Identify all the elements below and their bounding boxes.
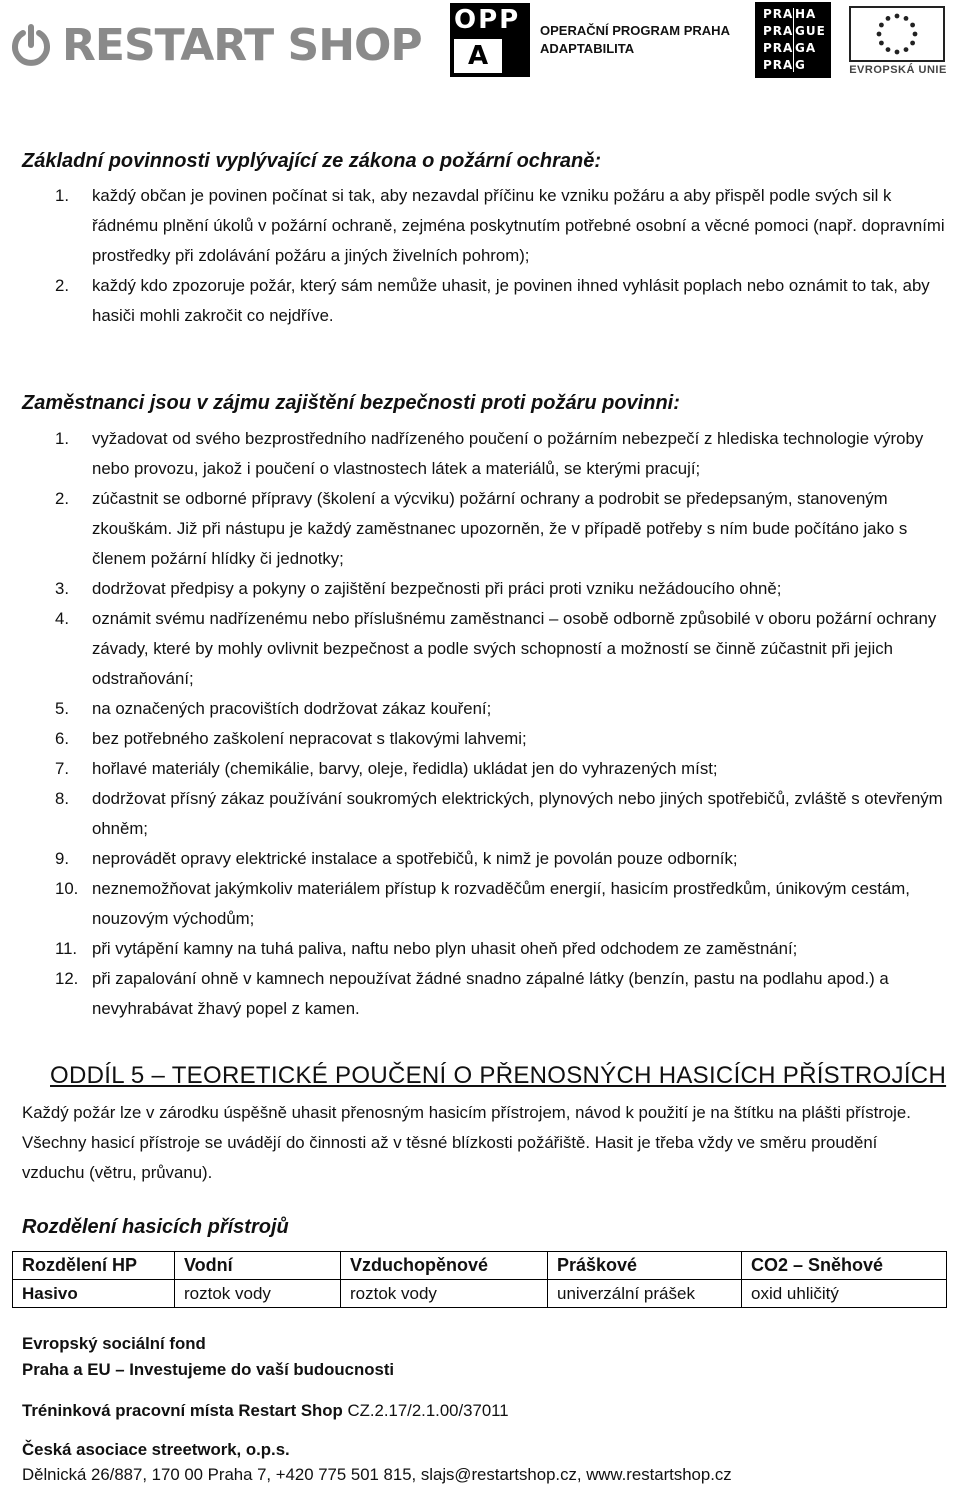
oppa-line1: OPERAČNÍ PROGRAM PRAHA [540, 23, 730, 38]
list-item-number: 1. [55, 429, 69, 448]
table-header-cell: Práškové [548, 1252, 742, 1280]
list-item-number: 6. [55, 729, 69, 748]
table-header-row [13, 1252, 947, 1280]
praha-cell: HA [795, 7, 817, 21]
praha-cell: G [795, 58, 806, 72]
list-item [0, 964, 950, 1024]
list-item-text: na označených pracovištích dodržovat zákaz kouření; [92, 699, 492, 718]
list-item-number: 7. [55, 759, 69, 778]
list-item-text: oznámit svému nadřízenému nebo příslušnému zaměstnanci – osobě odborně způsobilé v oboru požární ochrany závady, které by mohly ovlivnit bezpečnost a podle svých schopností a možností se činně zúčastnit při jejich odstraňování; [92, 609, 937, 688]
footer-line-invest: Praha a EU – Investujeme do vaší budoucnosti [22, 1360, 395, 1379]
footer-project-code: CZ.2.17/2.1.00/37011 [342, 1401, 509, 1420]
list-item-number: 8. [55, 789, 69, 808]
table-header-cell: Vzduchopěnové [341, 1252, 548, 1280]
table-cell: oxid uhličitý [742, 1280, 947, 1308]
list-item-number: 11. [55, 939, 78, 958]
praha-cell: PRA [763, 24, 794, 38]
list-item [0, 424, 950, 484]
list-item-number: 10. [55, 879, 79, 898]
list-item [0, 844, 950, 874]
list-item-text: při vytápění kamny na tuhá paliva, naftu nebo plyn uhasit oheň před odchodem ze zaměstnání; [92, 939, 798, 958]
table-header-cell: Rozdělení HP [13, 1252, 175, 1280]
list-item-text: vyžadovat od svého bezprostředního nadřízeného poučení o požárním nebezpečí z hlediska technologie výroby nebo provozu, jakož i poučení o vlastnostech látek a materiálů, se kterými pracují; [92, 429, 924, 478]
extinguisher-table [12, 1251, 947, 1308]
list-item-text: dodržovat přísný zákaz používání soukromých elektrických, plynových nebo jiných spotřebičů, zvláště s otevřeným ohněm; [92, 789, 943, 838]
eu-label: EVROPSKÁ UNIE [849, 64, 947, 76]
list-item [0, 874, 950, 934]
footer-line-contact: Dělnická 26/887, 170 00 Praha 7, +420 775 501 815, slajs@restartshop.cz, www.restartshop.cz [22, 1465, 732, 1484]
list-item-number: 2. [55, 276, 69, 295]
list-item-text: neprovádět opravy elektrické instalace a spotřebičů, k nimž je povolán pouze odborník; [92, 849, 738, 868]
list-item-text: neznemožňovat jakýmkoliv materiálem přístup k rozvaděčům energií, hasicím prostředkům, únikovým cestám, nouzovým východům; [92, 879, 910, 928]
section-title: ODDÍL 5 – TEORETICKÉ POUČENÍ O PŘENOSNÝCH HASICÍCH PŘÍSTROJÍCH [50, 1062, 947, 1089]
list-item [0, 724, 950, 754]
list-item-text: dodržovat předpisy a pokyny o zajištění bezpečnosti při práci proti vzniku nežádoucího ohně; [92, 579, 782, 598]
praha-cell: GUE [795, 24, 826, 38]
list-item [0, 754, 950, 784]
list-item-text: každý občan je povinen počínat si tak, aby nezavdal příčinu ke vzniku požáru a aby přispěl podle svých sil k řádnému plnění úkolů v požární ochraně, zejména poskytnutím potřebné osobní a věcné pomoci (např. dopravními prostředky při zdolávání požáru a jiných živelních pohrom); [92, 186, 945, 265]
praha-logo-grid [763, 8, 827, 72]
list-item [0, 934, 950, 964]
list-item [0, 784, 950, 844]
list-item [0, 604, 950, 694]
list-item [0, 574, 950, 604]
praha-cell: PRA [763, 41, 794, 55]
eu-flag-icon [849, 6, 945, 62]
table-cell: univerzální prášek [548, 1280, 742, 1308]
table-cell: roztok vody [175, 1280, 341, 1308]
table-cell: Hasivo [13, 1280, 175, 1308]
list-item [0, 181, 950, 271]
power-icon [8, 23, 54, 69]
basic-duties-list [0, 181, 950, 331]
list-item-number: 12. [55, 969, 79, 988]
footer-line-project [22, 1399, 509, 1423]
list-item-text: hořlavé materiály (chemikálie, barvy, oleje, ředidla) ukládat jen do vyhrazených míst; [92, 759, 718, 778]
list-item-number: 1. [55, 186, 69, 205]
table-row [13, 1280, 947, 1308]
restart-shop-logo [8, 20, 428, 72]
table-header-cell: Vodní [175, 1252, 341, 1280]
footer-line-esf: Evropský sociální fond [22, 1334, 206, 1353]
heading-basic-duties: Základní povinnosti vyplývající ze zákona o požární ochraně: [22, 150, 602, 172]
footer-project-name: Tréninková pracovní místa Restart Shop [22, 1401, 343, 1420]
restart-shop-logo-text: RESTART SHOP [62, 20, 422, 71]
employee-duties-list [0, 424, 950, 1024]
list-item-text: zúčastnit se odborné přípravy (školení a výcviku) požární ochrany a podrobit se předepsaným, stanoveným zkouškám. Již při nástupu je každý zaměstnanec upozorněn, že v případě potřeby s ním bude počítáno jako s členem požární hlídky či jednotky; [92, 489, 908, 568]
list-item-number: 2. [55, 489, 69, 508]
oppa-logo-top: OPP [454, 5, 521, 35]
oppa-line2: ADAPTABILITA [540, 41, 635, 56]
eu-logo [845, 6, 951, 80]
list-item-text: bez potřebného zaškolení nepracovat s tlakovými lahvemi; [92, 729, 527, 748]
list-item-text: při zapalování ohně v kamnech nepoužívat žádné snadno zápalné látky (benzín, pastu na podlahu apod.) a nevyhrabávat žhavý popel z kamen. [92, 969, 889, 1018]
praha-cell: GA [795, 41, 817, 55]
list-item [0, 694, 950, 724]
extinguisher-paragraph: Každý požár lze v zárodku úspěšně uhasit přenosným hasicím přístrojem, návod k použití je na štítku na plášti přístroje. Všechny hasicí přístroje se uvádějí do činnosti až v těsné blízkosti požářiště. Hasit je třeba vždy ve směru proudění vzduchu (větru, průvanu). [22, 1103, 911, 1182]
list-item-number: 5. [55, 699, 69, 718]
heading-employee-duties: Zaměstnanci jsou v zájmu zajištění bezpečnosti proti požáru povinni: [22, 392, 680, 414]
table-cell: roztok vody [341, 1280, 548, 1308]
praha-cell: PRA [763, 7, 794, 21]
list-item-number: 3. [55, 579, 69, 598]
praha-cell: PRA [763, 58, 794, 72]
heading-extinguisher-types: Rozdělení hasicích přístrojů [22, 1216, 289, 1238]
list-item-number: 9. [55, 849, 69, 868]
list-item [0, 271, 950, 331]
oppa-logo [450, 2, 730, 78]
praha-logo [755, 2, 831, 78]
list-item-text: každý kdo zpozoruje požár, který sám nemůže uhasit, je povinen ihned vyhlásit poplach nebo oznámit to tak, aby hasiči mohli zakročit co nejdříve. [92, 276, 930, 325]
list-item [0, 484, 950, 574]
oppa-logo-mark [450, 3, 530, 77]
table-header-cell: CO2 – Sněhové [742, 1252, 947, 1280]
footer-line-org: Česká asociace streetwork, o.p.s. [22, 1440, 290, 1459]
oppa-logo-text [540, 22, 730, 58]
oppa-logo-low: A [454, 39, 502, 73]
list-item-number: 4. [55, 609, 69, 628]
